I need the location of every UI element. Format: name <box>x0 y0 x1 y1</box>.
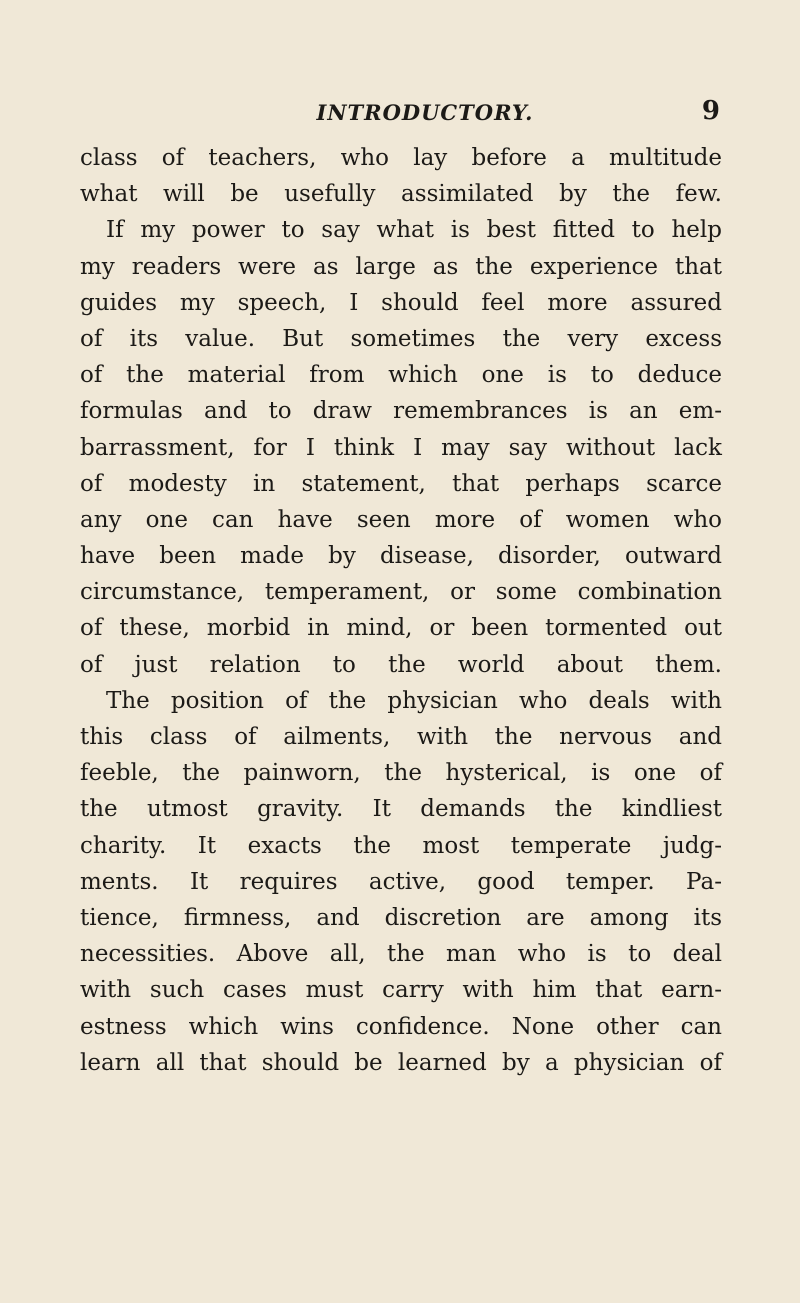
text-line: guides my speech, I should feel more assured <box>80 289 722 316</box>
page-number: 9 <box>701 96 720 126</box>
text-line: of the material from which one is to deduce <box>80 362 722 389</box>
text-line: ments. It requires active, good temper. Pa- <box>80 868 722 895</box>
text-line: formulas and to draw remembrances is an em- <box>80 398 722 425</box>
text-line: circumstance, temperament, or some combination <box>80 579 722 606</box>
body-text <box>80 140 722 1081</box>
text-line: The position of the physician who deals with <box>106 687 722 714</box>
text-line: of its value. But sometimes the very excess <box>80 325 722 352</box>
text-line: class of teachers, who lay before a multitude <box>80 145 722 171</box>
running-title: INTRODUCTORY. <box>316 100 534 125</box>
text-line: tience, firmness, and discretion are among its <box>80 904 722 931</box>
text-line: of modesty in statement, that perhaps scarce <box>80 470 722 497</box>
text-line: with such cases must carry with him that earn- <box>80 977 722 1004</box>
text-line: of these, morbid in mind, or been tormented out <box>80 615 722 642</box>
text-line: of just relation to the world about them. <box>80 651 722 678</box>
text-line: what will be usefully assimilated by the few. <box>80 181 722 208</box>
text-line: this class of ailments, with the nervous and <box>80 724 722 750</box>
text-line: If my power to say what is best fitted to help <box>106 217 722 244</box>
text-line: barrassment, for I think I may say without lack <box>80 434 722 461</box>
text-line: learn all that should be learned by a physician of <box>80 1049 722 1076</box>
text-line: necessities. Above all, the man who is to deal <box>80 941 722 968</box>
running-head <box>80 96 720 130</box>
text-line: feeble, the painworn, the hysterical, is one of <box>80 760 722 787</box>
text-line: have been made by disease, disorder, outward <box>80 543 722 570</box>
text-line: charity. It exacts the most temperate judg- <box>80 832 722 859</box>
text-line: any one can have seen more of women who <box>80 506 722 533</box>
text-line: estness which wins confidence. None other can <box>80 1013 722 1040</box>
text-line: the utmost gravity. It demands the kindliest <box>80 796 722 823</box>
text-line: my readers were as large as the experience that <box>80 253 722 280</box>
